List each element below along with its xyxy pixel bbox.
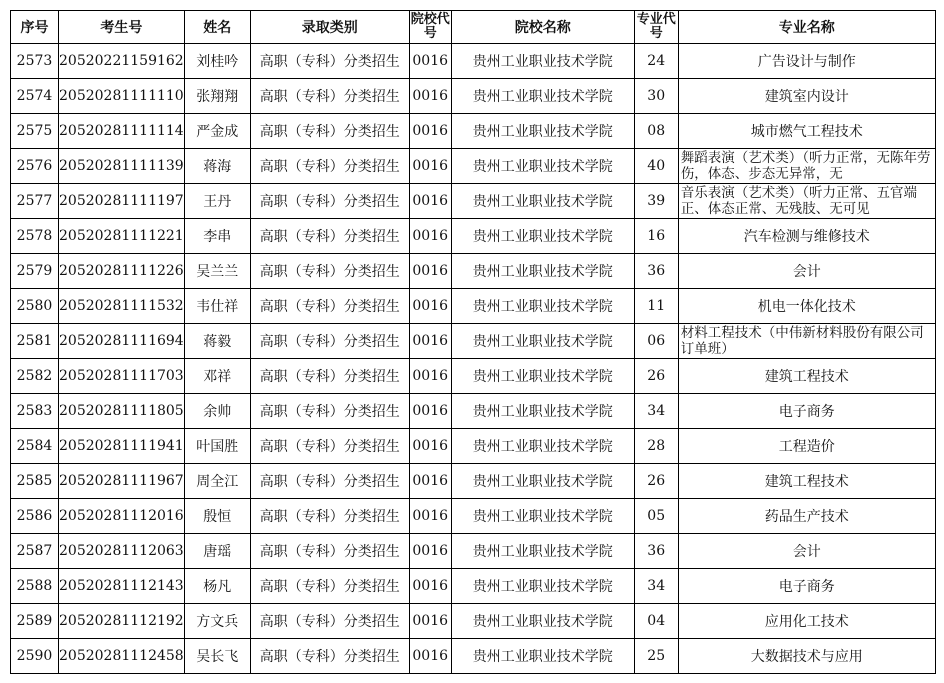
cell-name: 蒋毅 <box>184 324 250 359</box>
cell-school-name: 贵州工业职业技术学院 <box>451 219 634 254</box>
cell-name: 李串 <box>184 219 250 254</box>
cell-major-code: 36 <box>634 254 678 289</box>
cell-major-code: 24 <box>634 44 678 79</box>
cell-school-name: 贵州工业职业技术学院 <box>451 429 634 464</box>
cell-exam-no: 20520281111139 <box>59 149 185 184</box>
table-row <box>11 114 936 149</box>
cell-school-code: 0016 <box>409 429 451 464</box>
cell-major-code: 25 <box>634 639 678 674</box>
cell-school-name: 贵州工业职业技术学院 <box>451 289 634 324</box>
cell-name: 刘桂吟 <box>184 44 250 79</box>
table-row <box>11 219 936 254</box>
cell-name: 吴长飞 <box>184 639 250 674</box>
cell-exam-no: 20520281111805 <box>59 394 185 429</box>
header-school-name: 院校名称 <box>451 11 634 44</box>
cell-school-name: 贵州工业职业技术学院 <box>451 79 634 114</box>
cell-seq: 2574 <box>11 79 59 114</box>
cell-exam-no: 20520281111703 <box>59 359 185 394</box>
cell-exam-no: 20520281112143 <box>59 569 185 604</box>
cell-school-name: 贵州工业职业技术学院 <box>451 149 634 184</box>
cell-major-code: 26 <box>634 464 678 499</box>
cell-major-code: 30 <box>634 79 678 114</box>
cell-major-code: 34 <box>634 394 678 429</box>
header-row <box>11 11 936 44</box>
cell-major-code: 34 <box>634 569 678 604</box>
table-row <box>11 79 936 114</box>
cell-seq: 2583 <box>11 394 59 429</box>
cell-school-name: 贵州工业职业技术学院 <box>451 254 634 289</box>
cell-major-name: 会计 <box>678 254 935 289</box>
cell-exam-no: 20520281111941 <box>59 429 185 464</box>
cell-name: 严金成 <box>184 114 250 149</box>
cell-exam-no: 20520281111114 <box>59 114 185 149</box>
header-major-code: 专业代号 <box>634 11 678 44</box>
cell-school-name: 贵州工业职业技术学院 <box>451 604 634 639</box>
table-row <box>11 534 936 569</box>
cell-major-name: 电子商务 <box>678 569 935 604</box>
cell-school-code: 0016 <box>409 394 451 429</box>
cell-major-name: 电子商务 <box>678 394 935 429</box>
cell-exam-no: 20520281111221 <box>59 219 185 254</box>
cell-exam-no: 20520281112192 <box>59 604 185 639</box>
cell-category: 高职（专科）分类招生 <box>250 359 409 394</box>
table-row <box>11 604 936 639</box>
cell-school-code: 0016 <box>409 534 451 569</box>
header-exam-no: 考生号 <box>59 11 185 44</box>
cell-category: 高职（专科）分类招生 <box>250 464 409 499</box>
cell-school-code: 0016 <box>409 569 451 604</box>
cell-major-code: 28 <box>634 429 678 464</box>
table-row <box>11 569 936 604</box>
cell-category: 高职（专科）分类招生 <box>250 639 409 674</box>
cell-school-code: 0016 <box>409 359 451 394</box>
cell-category: 高职（专科）分类招生 <box>250 79 409 114</box>
table-row <box>11 324 936 359</box>
cell-major-name: 汽车检测与维修技术 <box>678 219 935 254</box>
cell-school-name: 贵州工业职业技术学院 <box>451 534 634 569</box>
table-row <box>11 254 936 289</box>
cell-seq: 2582 <box>11 359 59 394</box>
cell-school-name: 贵州工业职业技术学院 <box>451 359 634 394</box>
cell-seq: 2581 <box>11 324 59 359</box>
cell-seq: 2579 <box>11 254 59 289</box>
header-category: 录取类别 <box>250 11 409 44</box>
cell-category: 高职（专科）分类招生 <box>250 149 409 184</box>
cell-category: 高职（专科）分类招生 <box>250 44 409 79</box>
cell-name: 杨凡 <box>184 569 250 604</box>
cell-seq: 2578 <box>11 219 59 254</box>
cell-school-code: 0016 <box>409 149 451 184</box>
cell-category: 高职（专科）分类招生 <box>250 569 409 604</box>
cell-category: 高职（专科）分类招生 <box>250 289 409 324</box>
header-name: 姓名 <box>184 11 250 44</box>
table-row <box>11 639 936 674</box>
cell-major-name: 舞蹈表演（艺术类）（听力正常，无陈年劳伤，体态、步态无异常，无 <box>678 149 935 184</box>
cell-school-name: 贵州工业职业技术学院 <box>451 184 634 219</box>
cell-exam-no: 20520281111110 <box>59 79 185 114</box>
table-row <box>11 429 936 464</box>
cell-major-code: 08 <box>634 114 678 149</box>
table-row <box>11 394 936 429</box>
cell-school-name: 贵州工业职业技术学院 <box>451 464 634 499</box>
cell-name: 唐瑶 <box>184 534 250 569</box>
table-row <box>11 44 936 79</box>
cell-name: 殷恒 <box>184 499 250 534</box>
cell-name: 叶国胜 <box>184 429 250 464</box>
table-row <box>11 289 936 324</box>
cell-name: 邓祥 <box>184 359 250 394</box>
cell-major-name: 应用化工技术 <box>678 604 935 639</box>
cell-exam-no: 20520281111532 <box>59 289 185 324</box>
cell-school-name: 贵州工业职业技术学院 <box>451 324 634 359</box>
cell-school-name: 贵州工业职业技术学院 <box>451 569 634 604</box>
cell-major-code: 26 <box>634 359 678 394</box>
cell-seq: 2588 <box>11 569 59 604</box>
cell-major-name: 建筑工程技术 <box>678 359 935 394</box>
cell-major-code: 39 <box>634 184 678 219</box>
cell-school-code: 0016 <box>409 79 451 114</box>
cell-major-name: 会计 <box>678 534 935 569</box>
cell-seq: 2586 <box>11 499 59 534</box>
cell-exam-no: 20520281112458 <box>59 639 185 674</box>
cell-name: 韦仕祥 <box>184 289 250 324</box>
cell-category: 高职（专科）分类招生 <box>250 604 409 639</box>
cell-exam-no: 20520281112016 <box>59 499 185 534</box>
cell-category: 高职（专科）分类招生 <box>250 254 409 289</box>
cell-school-name: 贵州工业职业技术学院 <box>451 114 634 149</box>
cell-school-code: 0016 <box>409 324 451 359</box>
cell-major-name: 音乐表演（艺术类）（听力正常、五官端正、体态正常、无残肢、无可见 <box>678 184 935 219</box>
cell-seq: 2575 <box>11 114 59 149</box>
cell-major-name: 药品生产技术 <box>678 499 935 534</box>
cell-school-code: 0016 <box>409 184 451 219</box>
cell-seq: 2577 <box>11 184 59 219</box>
cell-major-code: 16 <box>634 219 678 254</box>
cell-exam-no: 20520281111967 <box>59 464 185 499</box>
table-row <box>11 464 936 499</box>
cell-name: 方文兵 <box>184 604 250 639</box>
cell-major-code: 04 <box>634 604 678 639</box>
cell-name: 王丹 <box>184 184 250 219</box>
table-row <box>11 499 936 534</box>
cell-major-code: 36 <box>634 534 678 569</box>
cell-major-code: 40 <box>634 149 678 184</box>
cell-school-name: 贵州工业职业技术学院 <box>451 499 634 534</box>
cell-school-code: 0016 <box>409 289 451 324</box>
cell-seq: 2587 <box>11 534 59 569</box>
cell-major-code: 06 <box>634 324 678 359</box>
cell-major-name: 建筑室内设计 <box>678 79 935 114</box>
cell-seq: 2589 <box>11 604 59 639</box>
cell-major-code: 05 <box>634 499 678 534</box>
cell-exam-no: 20520281111197 <box>59 184 185 219</box>
cell-school-code: 0016 <box>409 114 451 149</box>
cell-school-name: 贵州工业职业技术学院 <box>451 639 634 674</box>
cell-category: 高职（专科）分类招生 <box>250 324 409 359</box>
cell-major-name: 建筑工程技术 <box>678 464 935 499</box>
cell-school-code: 0016 <box>409 639 451 674</box>
admission-table <box>10 10 936 674</box>
cell-seq: 2576 <box>11 149 59 184</box>
cell-exam-no: 20520281111694 <box>59 324 185 359</box>
cell-category: 高职（专科）分类招生 <box>250 534 409 569</box>
cell-school-code: 0016 <box>409 604 451 639</box>
cell-major-name: 城市燃气工程技术 <box>678 114 935 149</box>
table-row <box>11 184 936 219</box>
cell-category: 高职（专科）分类招生 <box>250 184 409 219</box>
cell-school-code: 0016 <box>409 219 451 254</box>
cell-major-name: 机电一体化技术 <box>678 289 935 324</box>
header-major-name: 专业名称 <box>678 11 935 44</box>
cell-school-name: 贵州工业职业技术学院 <box>451 44 634 79</box>
cell-name: 余帅 <box>184 394 250 429</box>
cell-seq: 2580 <box>11 289 59 324</box>
cell-category: 高职（专科）分类招生 <box>250 114 409 149</box>
cell-major-name: 广告设计与制作 <box>678 44 935 79</box>
cell-major-name: 工程造价 <box>678 429 935 464</box>
cell-school-code: 0016 <box>409 44 451 79</box>
table-row <box>11 359 936 394</box>
cell-seq: 2584 <box>11 429 59 464</box>
cell-school-name: 贵州工业职业技术学院 <box>451 394 634 429</box>
cell-seq: 2590 <box>11 639 59 674</box>
cell-category: 高职（专科）分类招生 <box>250 499 409 534</box>
cell-name: 周全江 <box>184 464 250 499</box>
table-body <box>11 44 936 674</box>
cell-category: 高职（专科）分类招生 <box>250 429 409 464</box>
cell-name: 蒋海 <box>184 149 250 184</box>
cell-category: 高职（专科）分类招生 <box>250 219 409 254</box>
header-school-code: 院校代号 <box>409 11 451 44</box>
cell-school-code: 0016 <box>409 499 451 534</box>
cell-category: 高职（专科）分类招生 <box>250 394 409 429</box>
cell-major-name: 材料工程技术（中伟新材料股份有限公司订单班） <box>678 324 935 359</box>
cell-exam-no: 20520221159162 <box>59 44 185 79</box>
cell-school-code: 0016 <box>409 464 451 499</box>
cell-major-code: 11 <box>634 289 678 324</box>
cell-exam-no: 20520281112063 <box>59 534 185 569</box>
cell-exam-no: 20520281111226 <box>59 254 185 289</box>
header-seq: 序号 <box>11 11 59 44</box>
cell-name: 吴兰兰 <box>184 254 250 289</box>
cell-school-code: 0016 <box>409 254 451 289</box>
cell-seq: 2573 <box>11 44 59 79</box>
table-row <box>11 149 936 184</box>
cell-major-name: 大数据技术与应用 <box>678 639 935 674</box>
cell-name: 张翔翔 <box>184 79 250 114</box>
cell-seq: 2585 <box>11 464 59 499</box>
